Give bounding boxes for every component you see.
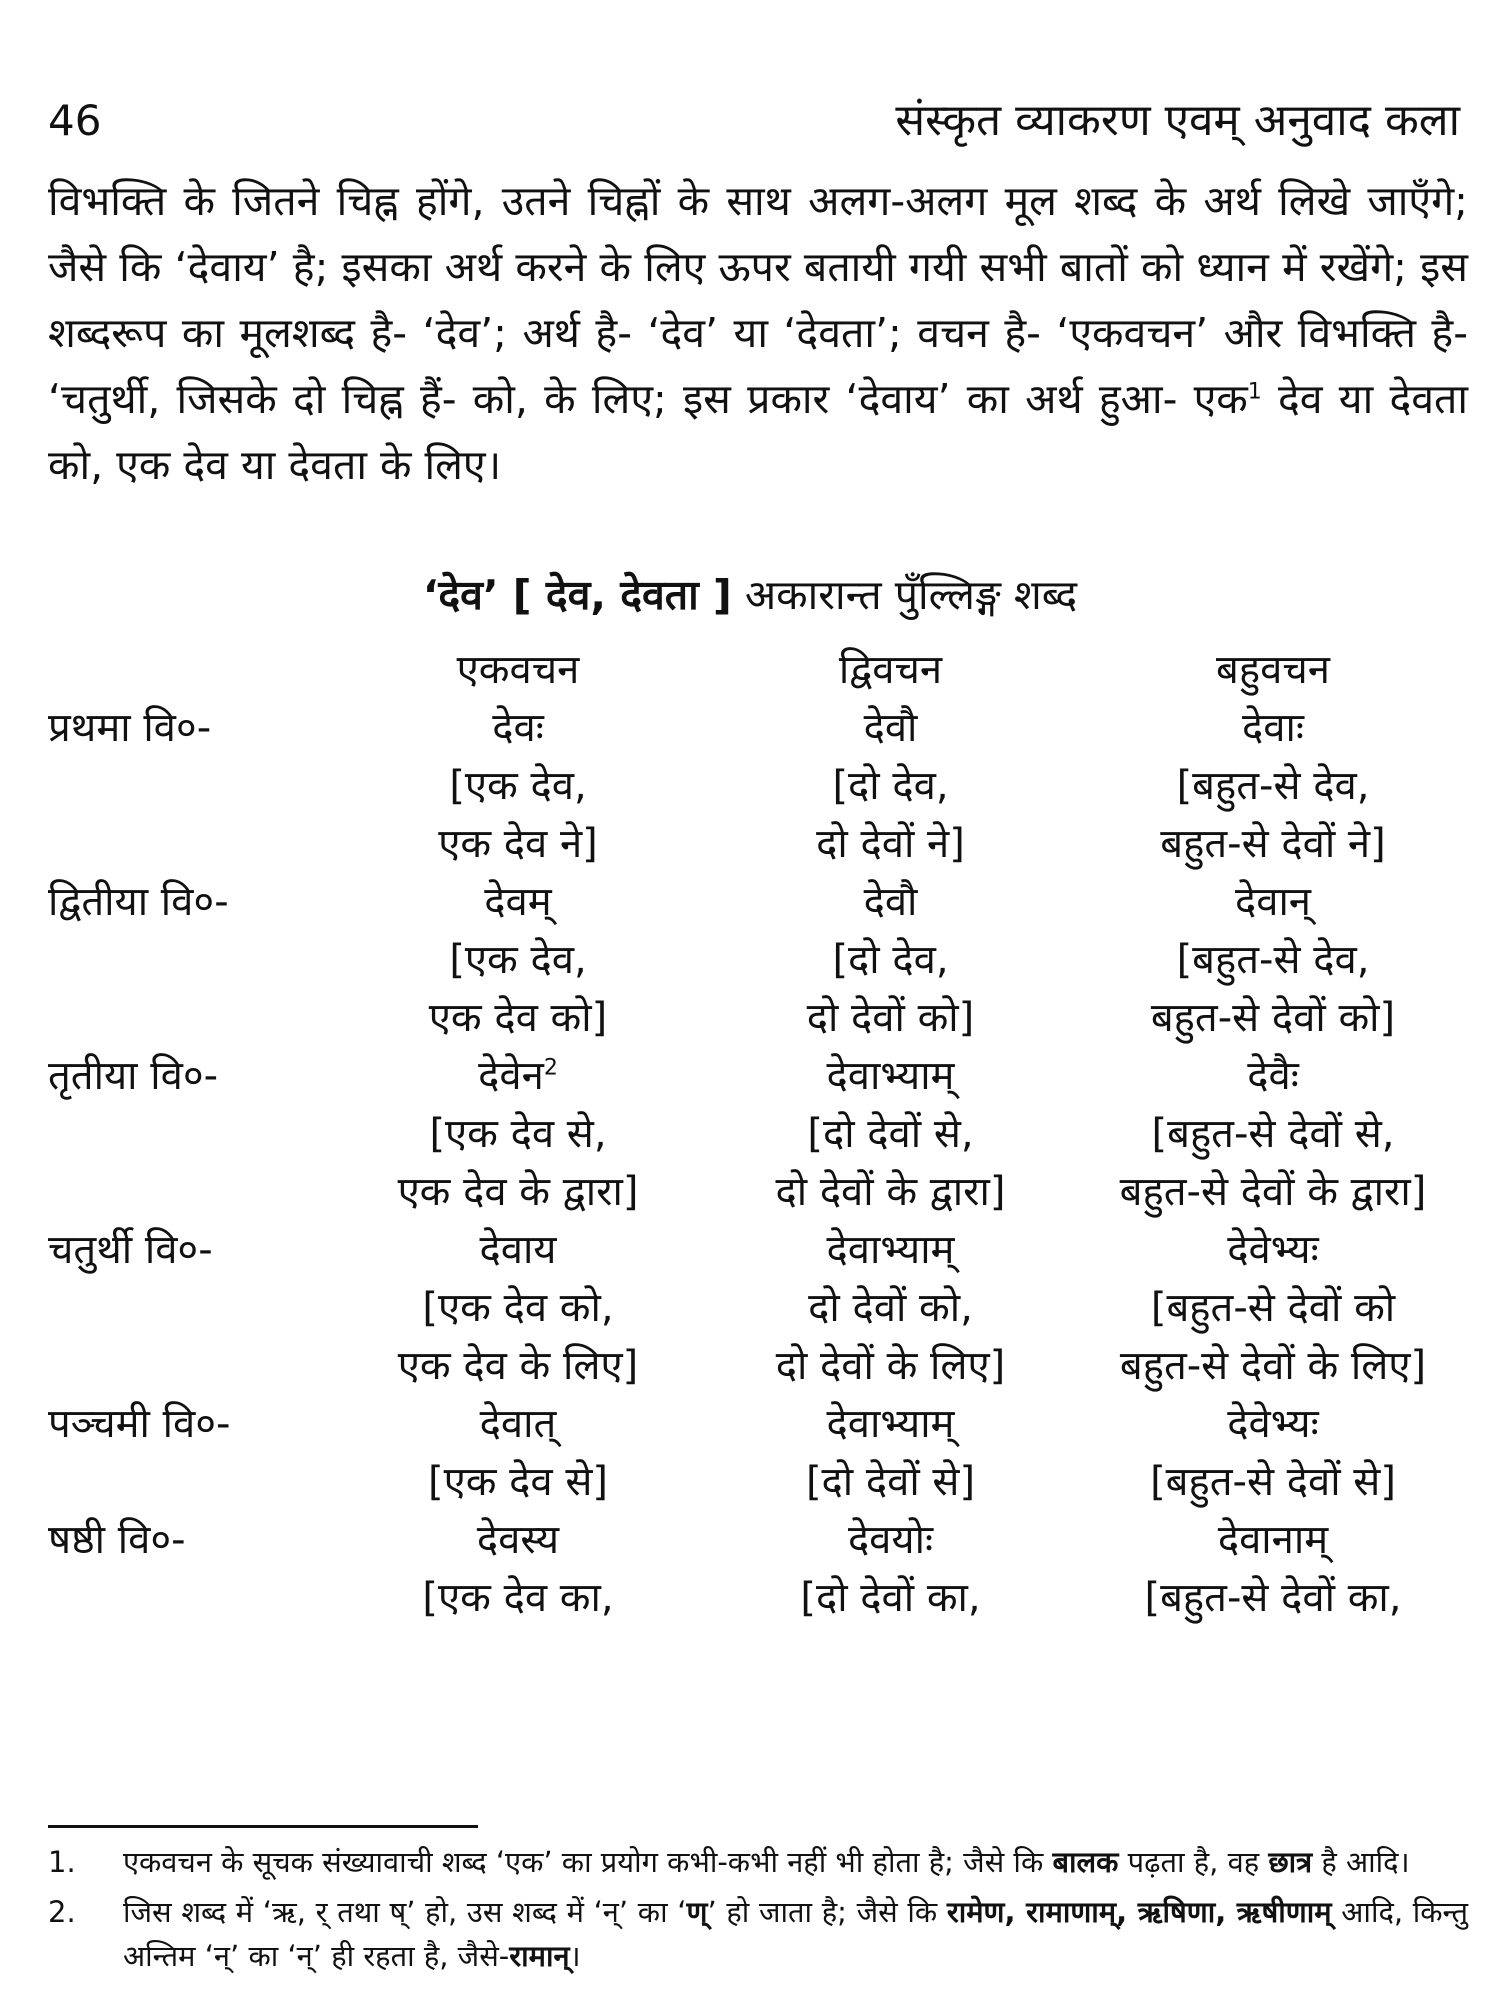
footnotes (48, 1840, 1468, 1984)
dual-form: दो देवों के लिए] (775, 1343, 1006, 1389)
footnote-1 (48, 1840, 1468, 1884)
dual-form: [दो देवों से, (807, 1111, 974, 1157)
dual-form: [दो देवों का, (800, 1575, 981, 1621)
dual-form: [दो देव, (832, 763, 949, 809)
plural-form: [बहुत-से देवों का, (1144, 1575, 1402, 1621)
plural-form: देवेभ्यः (1227, 1401, 1319, 1447)
case-label (48, 1452, 333, 1510)
declension-title-bold: ‘देव’ [ देव, देवता ] (422, 571, 732, 619)
singular-form: [एक देव, (449, 937, 587, 983)
singular-form: देवः (492, 705, 544, 751)
intro-paragraph (48, 168, 1468, 498)
singular-form: [एक देव, (449, 763, 587, 809)
case-label: चतुर्थी वि०- (48, 1227, 213, 1273)
plural-form: बहुत-से देवों ने] (1160, 821, 1386, 867)
case-label (48, 1104, 333, 1162)
footnote-2 (48, 1890, 1468, 1978)
plural-form: [बहुत-से देवों को (1150, 1285, 1396, 1331)
footnote-number: 1. (48, 1845, 76, 1879)
case-label (48, 1278, 333, 1336)
dual-form: देवयोः (847, 1517, 934, 1563)
footnote-bold-word: रामेण, रामाणाम्, ऋषिणा, ऋषीणाम् (946, 1895, 1332, 1929)
plural-form: [बहुत-से देव, (1176, 937, 1370, 983)
dual-form: [दो देवों से] (805, 1459, 976, 1505)
singular-form: एक देव को] (428, 995, 608, 1041)
dual-form: [दो देव, (832, 937, 949, 983)
footnote-text (123, 1840, 1468, 1884)
footnote-text-part: पढ़ता है, वह (1118, 1845, 1269, 1879)
plural-form: [बहुत-से देव, (1176, 763, 1370, 809)
singular-form: [एक देव से] (427, 1459, 608, 1505)
plural-form: [बहुत-से देवों से, (1151, 1111, 1395, 1157)
singular-form: [एक देव का, (422, 1575, 614, 1621)
plural-form: देवाः (1242, 705, 1304, 751)
singular-form: देवम् (484, 879, 552, 925)
plural-form: देवेभ्यः (1227, 1227, 1319, 1273)
case-label (48, 1162, 333, 1220)
case-label (48, 1336, 333, 1394)
footnote-text-part: आदि, किन्तु अन्तिम ‘न्’ का ‘न्’ ही रहता है, जैसे- (123, 1895, 1469, 1973)
singular-form: देवाय (479, 1227, 557, 1273)
case-label: द्वितीया वि०- (48, 879, 229, 925)
singular-form: [एक देव को, (422, 1285, 614, 1331)
footnote-divider (48, 1825, 478, 1828)
footnote-text (123, 1890, 1468, 1978)
page-header (48, 88, 1460, 158)
singular-form: [एक देव से, (429, 1111, 607, 1157)
declension-table (48, 640, 1468, 1626)
footnote-text-part: है आदि। (1312, 1845, 1410, 1879)
singular-form: देवेन$^2$ (478, 1053, 558, 1099)
footnote-text-part: ’ हो जाता है; जैसे कि (707, 1895, 947, 1929)
intro-text-end: देव या देवता को, एक देव या देवता के लिए। (48, 375, 1468, 489)
case-label (48, 814, 333, 872)
page-number: 46 (48, 96, 102, 145)
dual-form: दो देवों को, (808, 1285, 973, 1331)
dual-form: दो देवों को] (806, 995, 975, 1041)
declension-title-rest: अकारान्त पुँल्लिङ्ग शब्द (731, 571, 1078, 619)
footnote-number: 2. (48, 1895, 76, 1929)
plural-form: देवानाम् (1217, 1517, 1329, 1563)
case-label (48, 930, 333, 988)
case-label: पञ्चमी वि०- (48, 1401, 231, 1447)
plural-form: देवैः (1247, 1053, 1299, 1099)
footnote-bold-word: रामान् (509, 1939, 570, 1973)
plural-form: बहुत-से देवों के लिए] (1119, 1343, 1427, 1389)
footnote-bold-word: बालक (1052, 1845, 1119, 1879)
case-label: प्रथमा वि०- (48, 705, 212, 751)
dual-form: देवाभ्याम् (826, 1227, 955, 1273)
dual-form: दो देवों के द्वारा] (775, 1169, 1006, 1215)
case-label (48, 756, 333, 814)
case-label (48, 1568, 333, 1626)
dual-form: देवौ (863, 705, 918, 751)
running-title: संस्कृत व्याकरण एवम् अनुवाद कला (895, 95, 1460, 146)
header-plural: बहुवचन (1216, 647, 1330, 693)
footnote-text-part: जिस शब्द में ‘ऋ, र् तथा ष्’ हो, उस शब्द में ‘न्’ का ‘ (123, 1895, 687, 1929)
footnote-text-part: । (569, 1939, 581, 1973)
header-empty-cell (48, 640, 333, 698)
footnote-bold-word: छात्र (1268, 1845, 1313, 1879)
header-dual: द्विवचन (838, 647, 943, 693)
plural-form: देवान् (1234, 879, 1312, 925)
singular-form: एक देव के द्वारा] (397, 1169, 639, 1215)
singular-form: देवात् (479, 1401, 557, 1447)
dual-form: देवाभ्याम् (826, 1053, 955, 1099)
dual-form: देवाभ्याम् (826, 1401, 955, 1447)
dual-form: देवौ (863, 879, 918, 925)
dual-form: दो देवों ने] (816, 821, 965, 867)
plural-form: बहुत-से देवों को] (1150, 995, 1396, 1041)
intro-text: विभक्ति के जितने चिह्न होंगे, उतने चिह्नों के साथ अलग-अलग मूल शब्द के अर्थ लिखे जाएँगे; जैसे कि ‘देवाय’ है; इसका अर्थ करने के लिए ऊपर बतायी गयी सभी बातों को ध्यान में रखेंगे; इस शब्दरूप का मूलशब्द है- ‘देव’; अर्थ है- ‘देव’ या ‘देवता’; वचन है- ‘एकवचन’ और विभक्ति है- ‘चतुर्थी, जिसके दो चिह्न हैं- को, के लिए; इस प्रकार ‘देवाय’ का अर्थ हुआ- एक (48, 177, 1468, 423)
declension-title (0, 566, 1500, 622)
footnote-bold-word: ण् (686, 1895, 708, 1929)
singular-form: एक देव ने] (438, 821, 598, 867)
footnote-text-part: एकवचन के सूचक संख्यावाची शब्द ‘एक’ का प्रयोग कभी-कभी नहीं भी होता है; जैसे कि (123, 1845, 1053, 1879)
footnote-ref-1: 1 (1247, 379, 1262, 405)
singular-form: एक देव के लिए] (397, 1343, 639, 1389)
header-singular: एकवचन (456, 647, 580, 693)
plural-form: बहुत-से देवों के द्वारा] (1119, 1169, 1427, 1215)
case-label: तृतीया वि०- (48, 1053, 219, 1099)
singular-form: देवस्य (476, 1517, 560, 1563)
case-label (48, 988, 333, 1046)
case-label: षष्ठी वि०- (48, 1517, 186, 1563)
footnote-ref-2: 2 (543, 1055, 558, 1081)
plural-form: [बहुत-से देवों से] (1150, 1459, 1396, 1505)
